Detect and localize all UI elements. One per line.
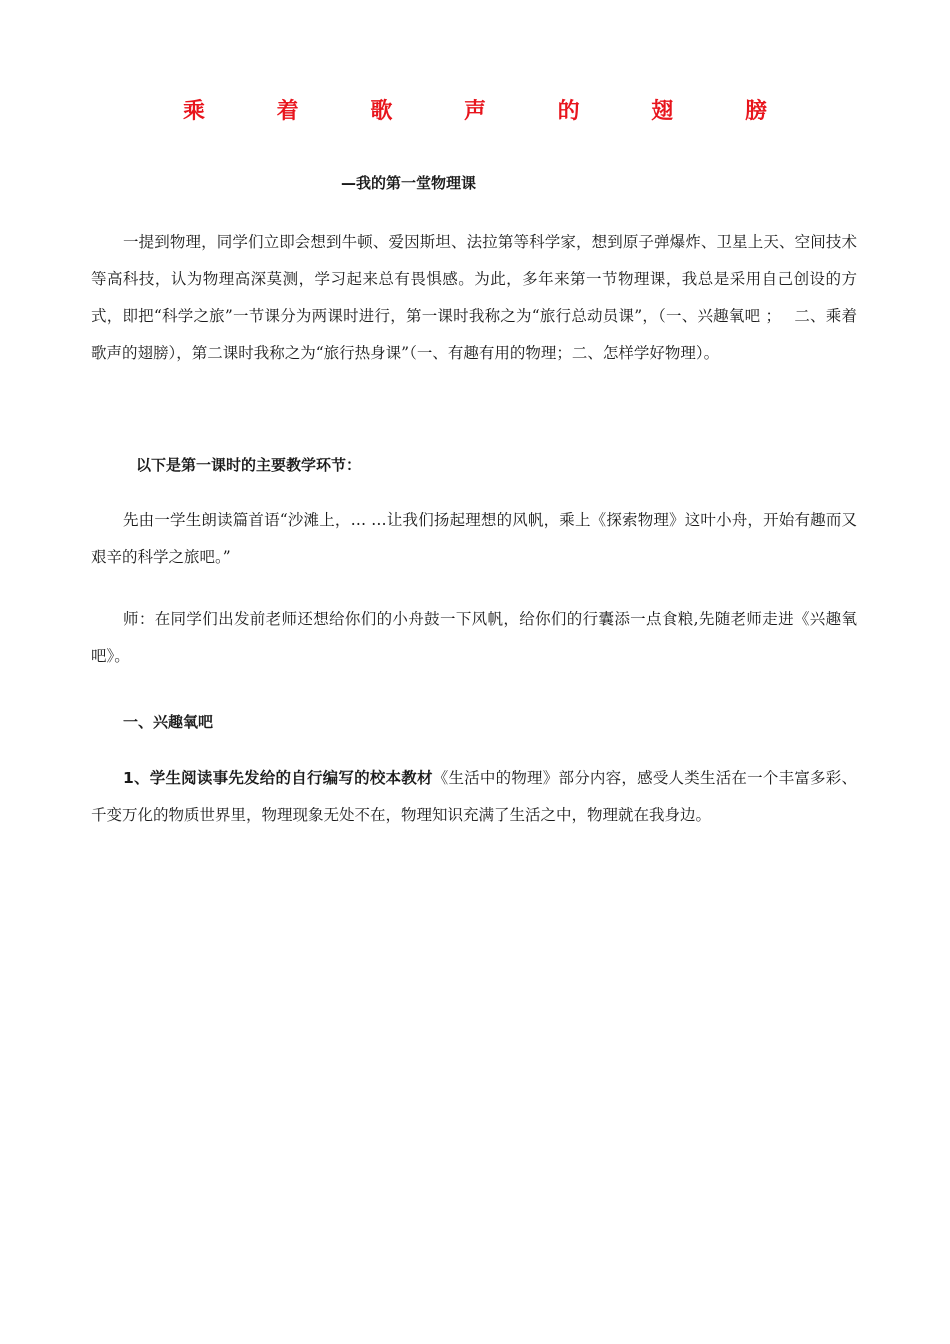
- item-one-paragraph: [91, 760, 857, 834]
- section-intro-heading: 以下是第一课时的主要教学环节：: [136, 456, 362, 474]
- reading-paragraph: 先由一学生朗读篇首语“沙滩上，… …让我们扬起理想的风帆，乘上《探索物理》这叶小舟，开始有趣而又艰辛的科学之旅吧。”: [91, 511, 857, 566]
- document-title: 乘 着 歌 声 的 翅 膀: [183, 99, 799, 124]
- document-subtitle: —我的第一堂物理课: [341, 174, 477, 192]
- item-one-lead: 1、学生阅读事先发给的自行编写的校本教材: [123, 769, 433, 787]
- teacher-paragraph: 师：在同学们出发前老师还想给你们的小舟鼓一下风帆，给你们的行囊添一点食粮,先随老师走进《兴趣氧吧》。: [91, 610, 857, 665]
- intro-paragraph: 一提到物理，同学们立即会想到牛顿、爱因斯坦、法拉第等科学家，想到原子弹爆炸、卫星上天、空间技术等高科技，认为物理高深莫测，学习起来总有畏惧感。为此，多年来第一节物理课，我总是采用自己创设的方式，即把“科学之旅”一节课分为两课时进行，第一课时我称之为“旅行总动员课”，（一、兴趣氧吧 ； 二、乘着歌声的翅膀），第二课时我称之为“旅行热身课”（一、有趣有用的物理；二、怎样学好物理）。: [91, 233, 857, 362]
- section-one-heading: 一、兴趣氧吧: [123, 713, 214, 731]
- item-one-text: 《生活中的物理》部分内容，感受人类生活在一个丰富多彩、千变万化的物质世界里，物理现象无处不在，物理知识充满了生活之中，物理就在我身边。: [91, 769, 857, 824]
